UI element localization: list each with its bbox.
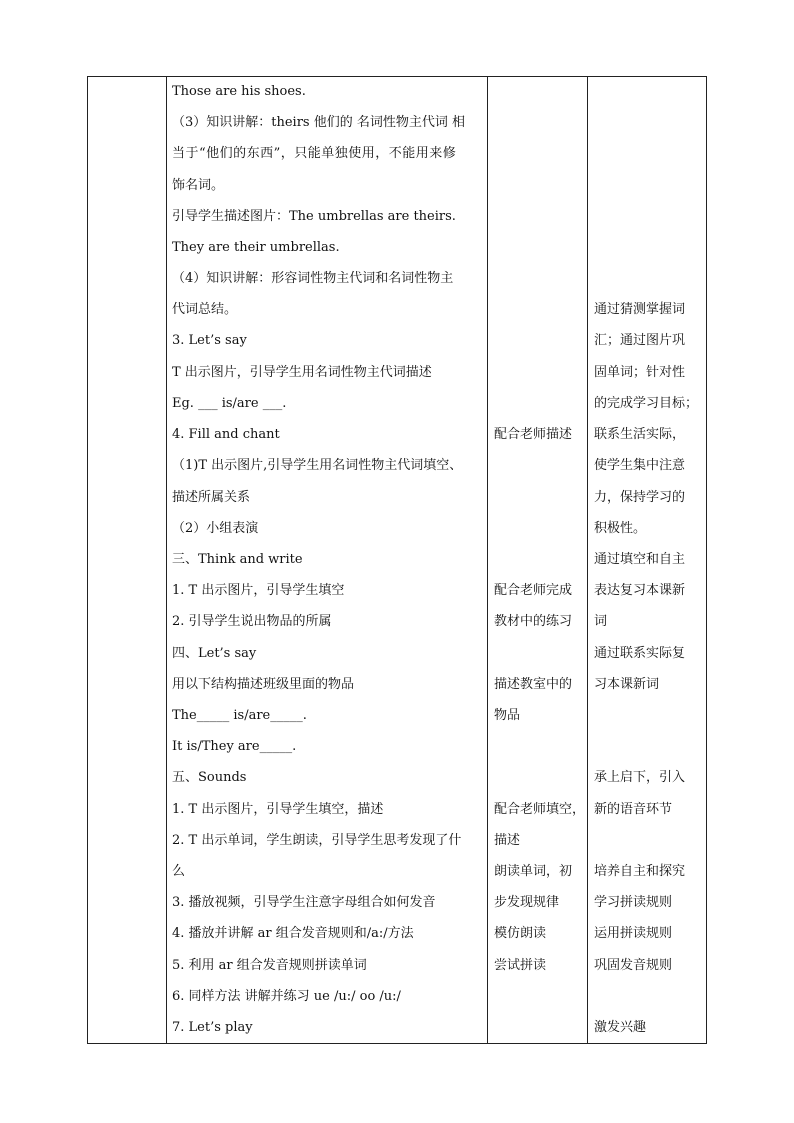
purpose-line: 承上启下，引入 bbox=[594, 770, 686, 785]
content-line: 1. T 出示图片，引导学生填空，描述 bbox=[172, 802, 384, 817]
content-line: 4. Fill and chant bbox=[172, 427, 280, 442]
student-line: 步发现规律 bbox=[494, 895, 560, 910]
content-line: The_____ is/are_____. bbox=[172, 708, 307, 723]
content-line: 引导学生描述图片：The umbrellas are theirs. bbox=[172, 209, 456, 224]
student-line: 配合老师完成 bbox=[494, 583, 573, 598]
content-line: （1)T 出示图片,引导学生用名词性物主代词填空、 bbox=[172, 458, 463, 473]
content-line: 1. T 出示图片，引导学生填空 bbox=[172, 583, 345, 598]
student-line: 模仿朗读 bbox=[494, 926, 547, 941]
content-line: 用以下结构描述班级里面的物品 bbox=[172, 677, 355, 692]
design-purpose-column bbox=[588, 76, 706, 1044]
purpose-line: 激发兴趣 bbox=[594, 1020, 647, 1035]
purpose-line: 学习拼读规则 bbox=[594, 895, 673, 910]
content-line: 2. T 出示单词，学生朗读，引导学生思考发现了什 bbox=[172, 833, 462, 848]
content-line: 描述所属关系 bbox=[172, 490, 251, 505]
content-line: 7. Let’s play bbox=[172, 1020, 253, 1035]
purpose-line: 巩固发音规则 bbox=[594, 958, 673, 973]
student-line: 物品 bbox=[494, 708, 521, 723]
purpose-line: 通过填空和自主 bbox=[594, 552, 686, 567]
student-activity-column bbox=[488, 76, 587, 1044]
teaching-content-column bbox=[167, 76, 487, 1044]
student-line: 尝试拼读 bbox=[494, 958, 547, 973]
content-line: T 出示图片，引导学生用名词性物主代词描述 bbox=[172, 365, 432, 380]
student-line: 教材中的练习 bbox=[494, 614, 573, 629]
content-line: 五、Sounds bbox=[172, 770, 247, 785]
content-line: 饰名词。 bbox=[172, 178, 225, 193]
purpose-line: 培养自主和探究 bbox=[594, 864, 686, 879]
purpose-line: 新的语音环节 bbox=[594, 802, 673, 817]
purpose-line: 联系生活实际， bbox=[594, 427, 686, 442]
purpose-line: 力，保持学习的 bbox=[594, 490, 686, 505]
content-line: 5. 利用 ar 组合发音规则拼读单词 bbox=[172, 958, 367, 973]
content-line: 4. 播放并讲解 ar 组合发音规则和/a:/方法 bbox=[172, 926, 414, 941]
content-line: 么 bbox=[172, 864, 186, 879]
purpose-line: 汇；通过图片巩 bbox=[594, 333, 686, 348]
content-line: 2. 引导学生说出物品的所属 bbox=[172, 614, 332, 629]
purpose-line: 固单词；针对性 bbox=[594, 365, 686, 380]
purpose-line: 通过猜测掌握词 bbox=[594, 302, 686, 317]
content-line: 3. Let’s say bbox=[172, 333, 247, 348]
content-line: Eg. ___ is/are ___. bbox=[172, 396, 287, 411]
content-line: 6. 同样方法 讲解并练习 ue /u:/ oo /u:/ bbox=[172, 989, 401, 1004]
student-line: 朗读单词，初 bbox=[494, 864, 573, 879]
student-line: 描述 bbox=[494, 833, 521, 848]
purpose-line: 使学生集中注意 bbox=[594, 458, 686, 473]
content-line: （4）知识讲解：形容词性物主代词和名词性物主 bbox=[172, 271, 454, 286]
content-line: （3）知识讲解：theirs 他们的 名词性物主代词 相 bbox=[172, 115, 466, 130]
content-line: Those are his shoes. bbox=[172, 84, 306, 99]
student-line: 配合老师描述 bbox=[494, 427, 573, 442]
student-line: 描述教室中的 bbox=[494, 677, 573, 692]
content-line: They are their umbrellas. bbox=[172, 240, 340, 255]
content-line: 四、Let’s say bbox=[172, 646, 257, 661]
content-line: 3. 播放视频，引导学生注意字母组合如何发音 bbox=[172, 895, 436, 910]
content-line: （2）小组表演 bbox=[172, 521, 259, 536]
student-line: 配合老师填空， bbox=[494, 802, 586, 817]
purpose-line: 积极性。 bbox=[594, 521, 647, 536]
content-line: 三、Think and write bbox=[172, 552, 303, 567]
purpose-line: 习本课新词 bbox=[594, 677, 660, 692]
content-line: 代词总结。 bbox=[172, 302, 238, 317]
purpose-line: 的完成学习目标； bbox=[594, 396, 699, 411]
purpose-line: 运用拼读规则 bbox=[594, 926, 673, 941]
purpose-line: 通过联系实际复 bbox=[594, 646, 686, 661]
stage-column bbox=[88, 76, 166, 1044]
content-line: 当于“他们的东西”，只能单独使用，不能用来修 bbox=[172, 146, 457, 161]
content-line: It is/They are_____. bbox=[172, 739, 297, 754]
purpose-line: 词 bbox=[594, 614, 608, 629]
purpose-line: 表达复习本课新 bbox=[594, 583, 686, 598]
